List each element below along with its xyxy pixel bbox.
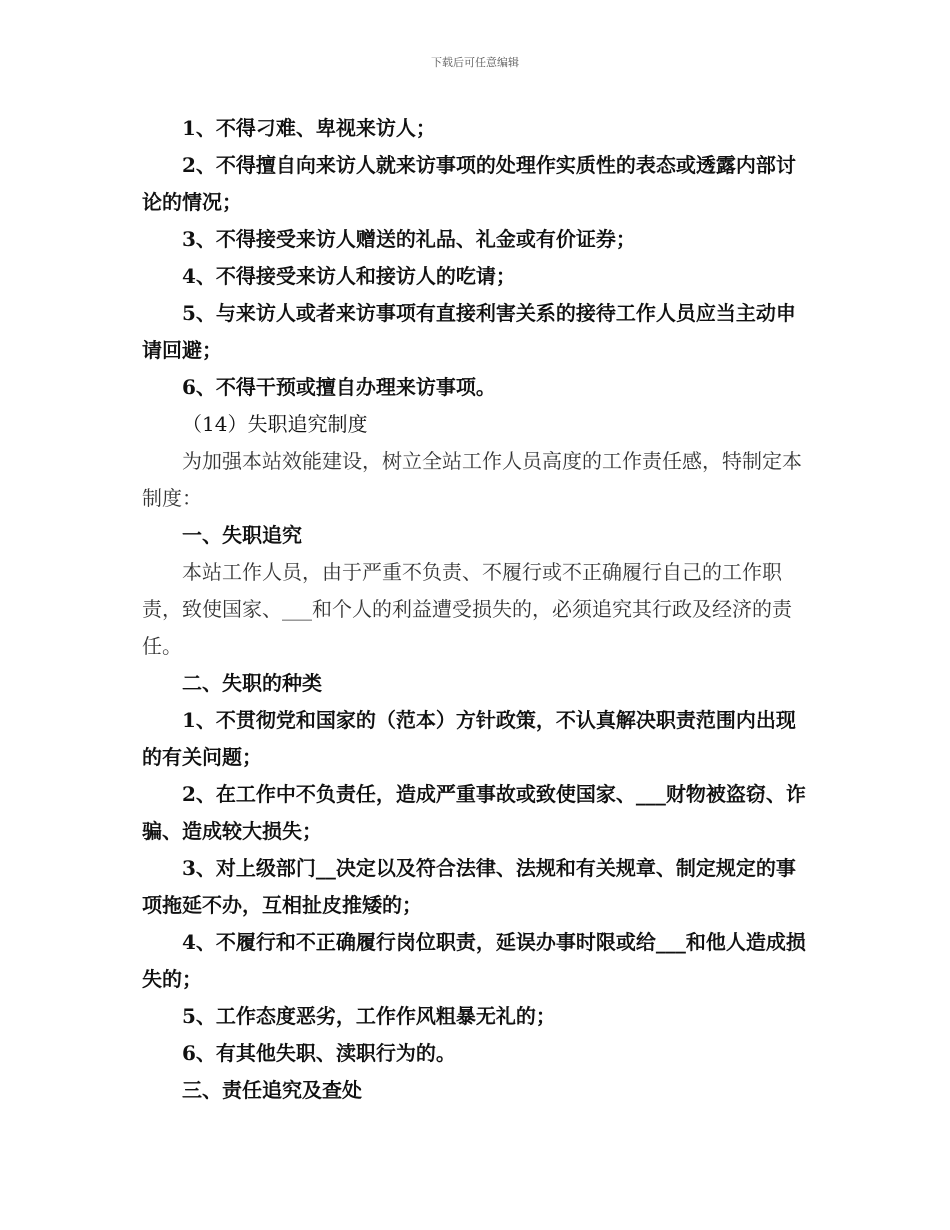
paragraph: 本站工作人员，由于严重不负责、不履行或不正确履行自己的工作职责，致使国家、___和个人的利益遭受损失的，必须追究其行政及经济的责任。 (142, 560, 792, 658)
paragraph: 2、不得擅自向来访人就来访事项的处理作实质性的表态或透露内部讨论的情况； (142, 153, 796, 214)
paragraph: 6、有其他失职、渎职行为的。 (182, 1041, 456, 1065)
paragraph: 1、不贯彻党和国家的（范本）方针政策，不认真解决职责范围内出现的有关问题； (142, 708, 796, 769)
paragraph: 3、对上级部门__决定以及符合法律、法规和有关规章、制定规定的事项拖延不办，互相扯皮推矮的； (142, 856, 796, 917)
paragraph: 4、不履行和不正确履行岗位职责，延误办事时限或给___和他人造成损失的； (142, 930, 806, 991)
paragraph: 5、与来访人或者来访事项有直接利害关系的接待工作人员应当主动申请回避； (142, 301, 796, 362)
paragraph: 6、不得干预或擅自办理来访事项。 (182, 375, 496, 399)
paragraph: 4、不得接受来访人和接访人的吃请； (182, 264, 516, 288)
paragraph: 1、不得刁难、卑视来访人； (182, 116, 436, 140)
paragraph: 5、工作态度恶劣，工作作风粗暴无礼的； (182, 1004, 556, 1028)
page-header-note: 下载后可任意编辑 (431, 56, 519, 69)
section-heading: （14）失职追究制度 (182, 412, 368, 436)
paragraph: 2、在工作中不负责任，造成严重事故或致使国家、___财物被盗窃、诈骗、造成较大损失； (142, 782, 806, 843)
section-heading: 一、失职追究 (182, 523, 302, 547)
section-heading: 三、责任追究及查处 (182, 1078, 362, 1102)
paragraph: 为加强本站效能建设，树立全站工作人员高度的工作责任感，特制定本制度： (142, 449, 802, 510)
document-body (142, 110, 812, 1109)
paragraph: 3、不得接受来访人赠送的礼品、礼金或有价证券； (182, 227, 636, 251)
section-heading: 二、失职的种类 (182, 671, 322, 695)
